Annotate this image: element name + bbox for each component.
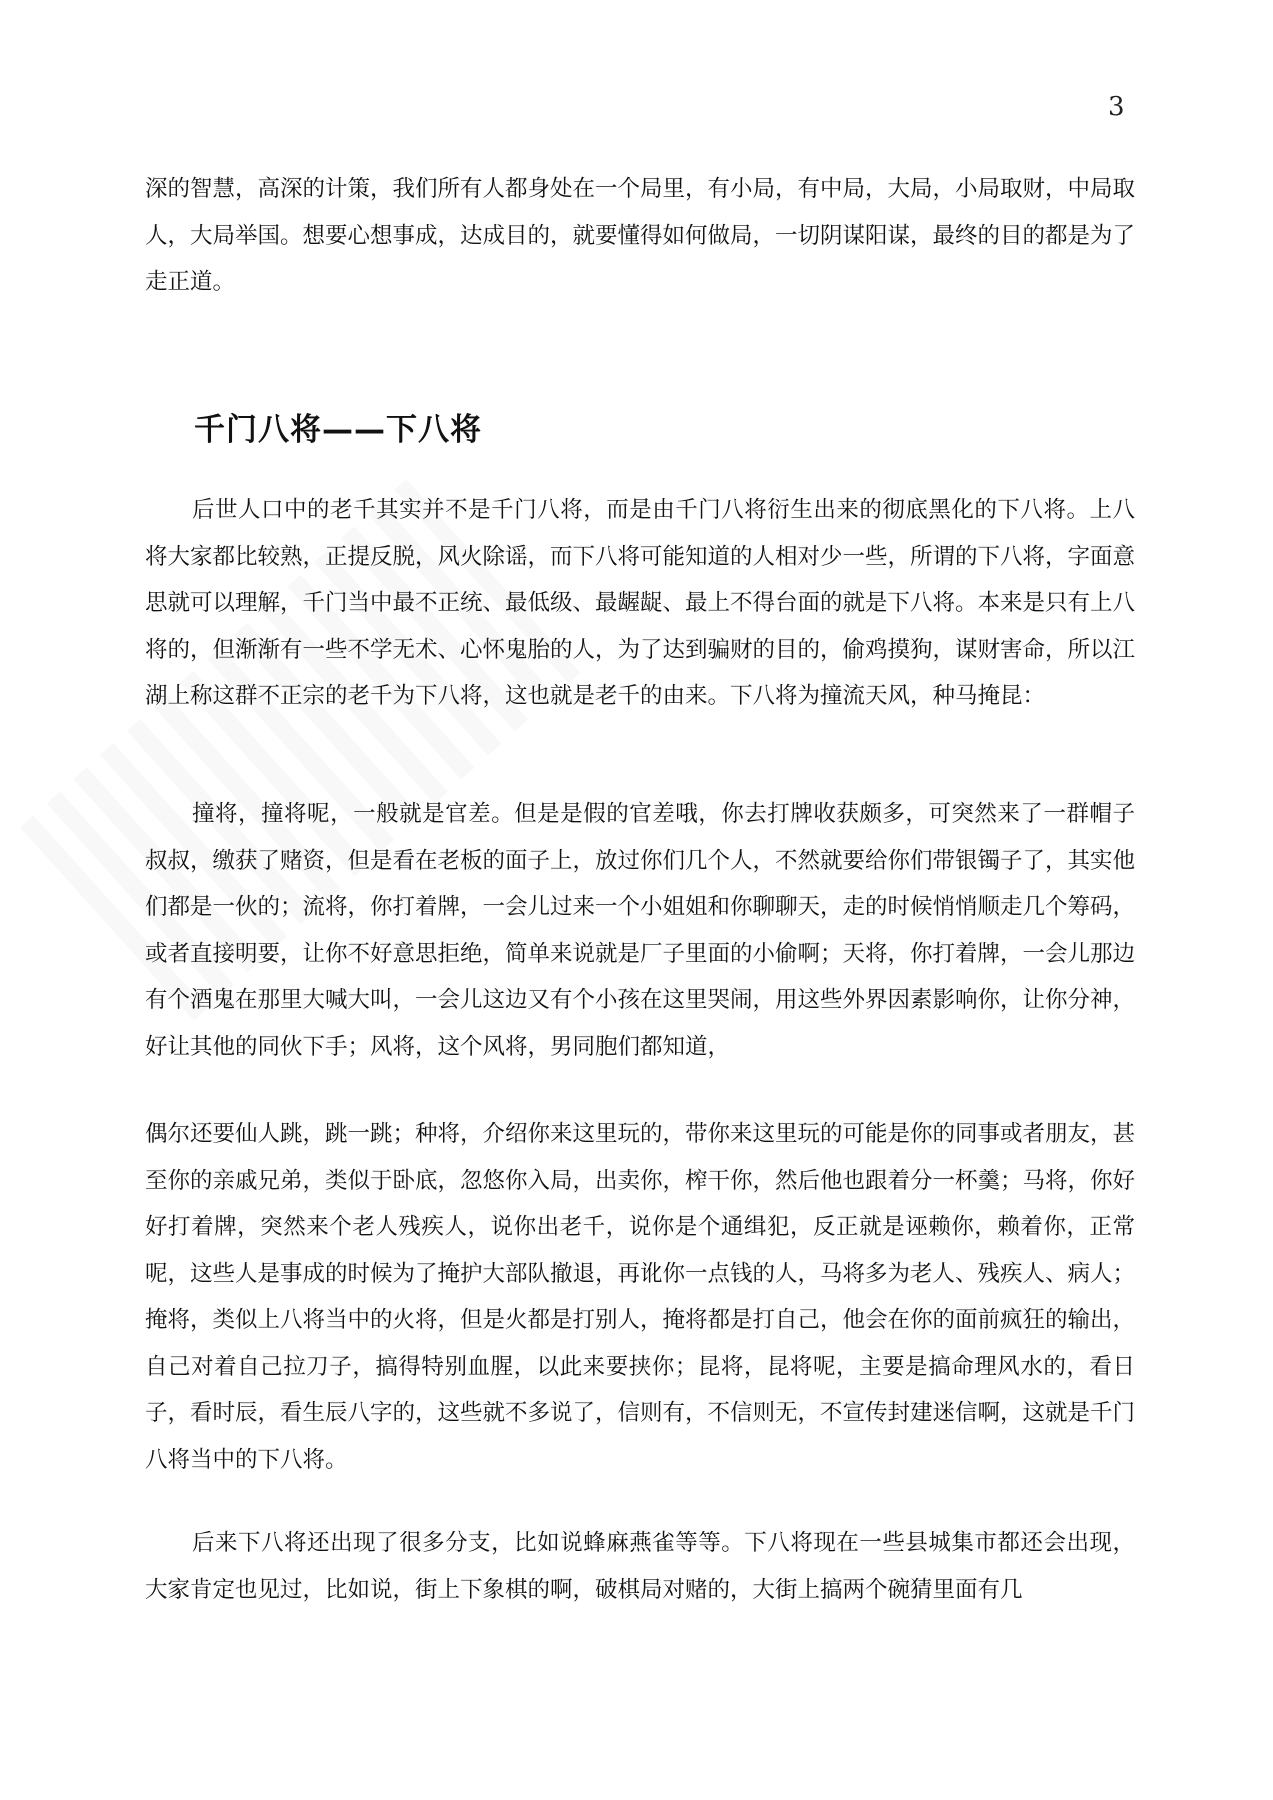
paragraph-branches: 后来下八将还出现了很多分支，比如说蜂麻燕雀等等。下八将现在一些县城集市都还会出现，大家肯定也见过，比如说，街上下象棋的啊，破棋局对赌的，大街上搞两个碗猜里面有几 — [145, 1530, 1135, 1603]
paragraph-lower-eight-details-continued: 偶尔还要仙人跳，跳一跳；种将，介绍你来这里玩的，带你来这里玩的可能是你的同事或者朋友，甚至你的亲戚兄弟，类似于卧底，忽悠你入局，出卖你，榨干你，然后他也跟着分一杯羹；马将，你好好打着牌，突然来个老人残疾人，说你出老千，说你是个通缉犯，反正就是诬赖你，赖着你，正常呢，这些人是事成的时候为了掩护大部队撤退，再讹你一点钱的人，马将多为老人、残疾人、病人；掩将，类似上八将当中的火将，但是火都是打别人，掩将都是打自己，他会在你的面前疯狂的输出，自己对着自己拉刀子，搞得特别血腥，以此来要挟你；昆将，昆将呢，主要是搞命理风水的，看日子，看时辰，看生辰八字的，这些就不多说了，信则有，不信则无，不宣传封建迷信啊，这就是千门八将当中的下八将。 — [145, 1121, 1136, 1473]
paragraph-lower-eight-intro: 后世人口中的老千其实并不是千门八将，而是由千门八将衍生出来的彻底黑化的下八将。上八将大家都比较熟，正提反脱，风火除谣，而下八将可能知道的人相对少一些，所谓的下八将，字面意思就可以理解，千门当中最不正统、最低级、最龌龊、最上不得台面的就是下八将。本来是只有上八将的，但渐渐有一些不学无术、心怀鬼胎的人，为了达到骗财的目的，偷鸡摸狗，谋财害命，所以江湖上称这群不正宗的老千为下八将，这也就是老千的由来。下八将为撞流天风，种马掩昆： — [145, 497, 1136, 709]
page-number: 3 — [1108, 92, 1125, 122]
paragraph-lower-eight-details: 撞将，撞将呢，一般就是官差。但是是假的官差哦，你去打牌收获颇多，可突然来了一群帽子叔叔，缴获了赌资，但是看在老板的面子上，放过你们几个人，不然就要给你们带银镯子了，其实他们都是一伙的；流将，你打着牌，一会儿过来一个小姐姐和你聊聊天，走的时候悄悄顺走几个筹码，或者直接明要，让你不好意思拒绝，简单来说就是厂子里面的小偷啊；天将，你打着牌，一会儿那边有个酒鬼在那里大喊大叫，一会儿这边又有个小孩在这里哭闹，用这些外界因素影响你，让你分神，好让其他的同伙下手；风将，这个风将，男同胞们都知道， — [145, 801, 1136, 1060]
section-heading: 千门八将——下八将 — [194, 412, 482, 448]
paragraph-intro-continuation: 深的智慧，高深的计策，我们所有人都身处在一个局里，有小局，有中局，大局，小局取财，中局取人，大局举国。想要心想事成，达成目的，就要懂得如何做局，一切阴谋阳谋，最终的目的都是为了走正道。 — [145, 176, 1136, 295]
